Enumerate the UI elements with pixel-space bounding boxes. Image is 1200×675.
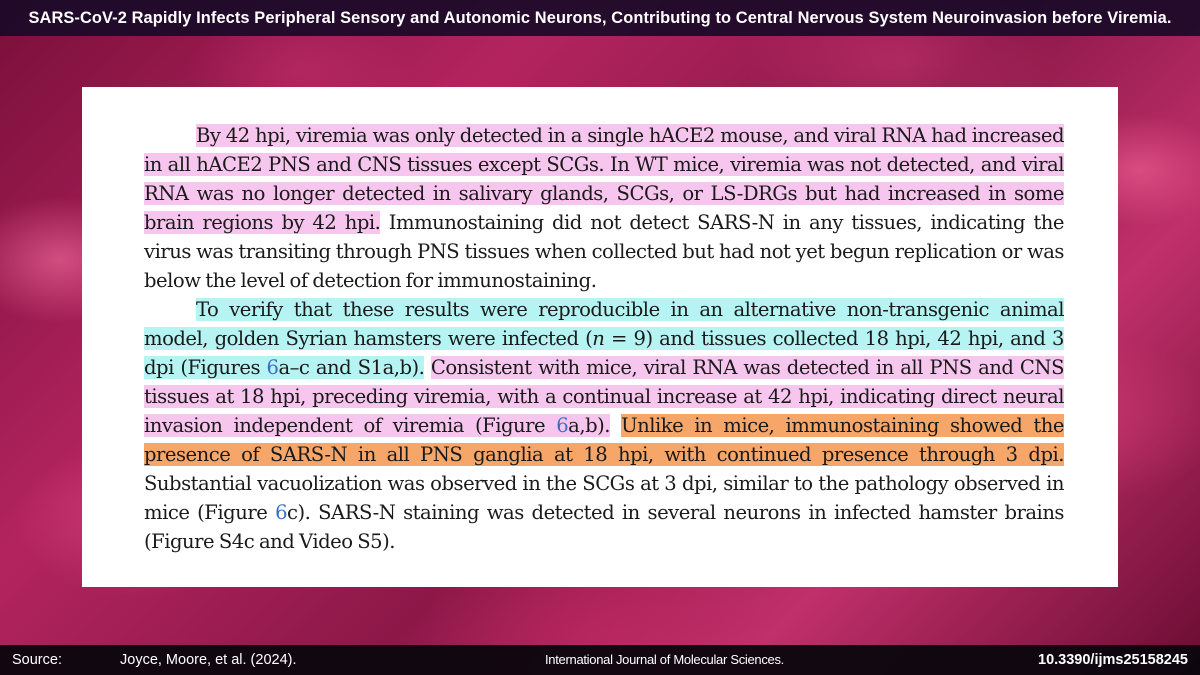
source-journal: International Journal of Molecular Sciences.: [545, 652, 784, 667]
figure-6-link[interactable]: 6: [266, 356, 279, 379]
paper-body: [144, 121, 1064, 556]
highlight-cyan-n: [592, 327, 604, 350]
source-label: Source:: [12, 652, 62, 668]
figure-6-link[interactable]: 6: [275, 501, 288, 524]
paragraph-1: [144, 121, 1064, 295]
highlight-pink-3: a,b).: [568, 414, 610, 437]
n-variable: n: [592, 327, 605, 350]
paper-excerpt-panel: [82, 87, 1118, 587]
highlight-pink-2: Consistent with mice, viral RNA was detected in all PNS and CNS tissues at 18 hpi, preceding viremia, with a continual increase at 42 hpi, indicating direct neural invasion independent of viremia (Figure: [144, 356, 1064, 437]
paragraph-1-text: Immunostaining did not detect SARS-N in any tissues, indicating the virus was transiting through PNS tissues when collected but had not yet begun replication or was below the level of detection for immunostaining.: [144, 211, 1064, 292]
highlight-orange: Unlike in mice, immunostaining showed the presence of SARS-N in all PNS ganglia at 18 hpi, with continued presence through 3 dpi.: [144, 414, 1064, 466]
paragraph-2-text-end: c). SARS-N staining was detected in several neurons in infected hamster brains (Figure S4c and Video S5).: [144, 501, 1064, 553]
highlight-cyan-3: a–c and S1a,b).: [278, 356, 425, 379]
figure-6-link[interactable]: 6: [556, 414, 569, 437]
page-title: SARS-CoV-2 Rapidly Infects Peripheral Sensory and Autonomic Neurons, Contributing to Central Nervous System Neuroinvasion before Viremia.: [28, 8, 1172, 27]
highlight-cyan-1: To verify that these results were reproducible in an alternative non-transgenic animal model, golden Syrian hamsters were infected (: [144, 298, 1064, 350]
source-doi[interactable]: 10.3390/ijms25158245: [1038, 652, 1188, 668]
spacer: [610, 414, 621, 437]
title-bar: [0, 0, 1200, 36]
spacer: [424, 356, 430, 379]
source-footer: [0, 645, 1200, 675]
paragraph-2: [144, 295, 1064, 556]
paragraph-2-text: Substantial vacuolization was observed in the SCGs at 3 dpi, similar to the pathology observed in mice (Figure: [144, 472, 1064, 524]
highlight-cyan-2: = 9) and tissues collected 18 hpi, 42 hpi, and 3 dpi (Figures: [144, 327, 1065, 379]
highlight-pink-1: By 42 hpi, viremia was only detected in a single hACE2 mouse, and viral RNA had increased in all hACE2 PNS and CNS tissues except SCGs. In WT mice, viremia was not detected, and viral RNA was no longer detected in salivary glands, SCGs, or LS-DRGs but had increased in some brain regions by 42 hpi.: [144, 124, 1064, 234]
source-authors: Joyce, Moore, et al. (2024).: [120, 652, 297, 668]
